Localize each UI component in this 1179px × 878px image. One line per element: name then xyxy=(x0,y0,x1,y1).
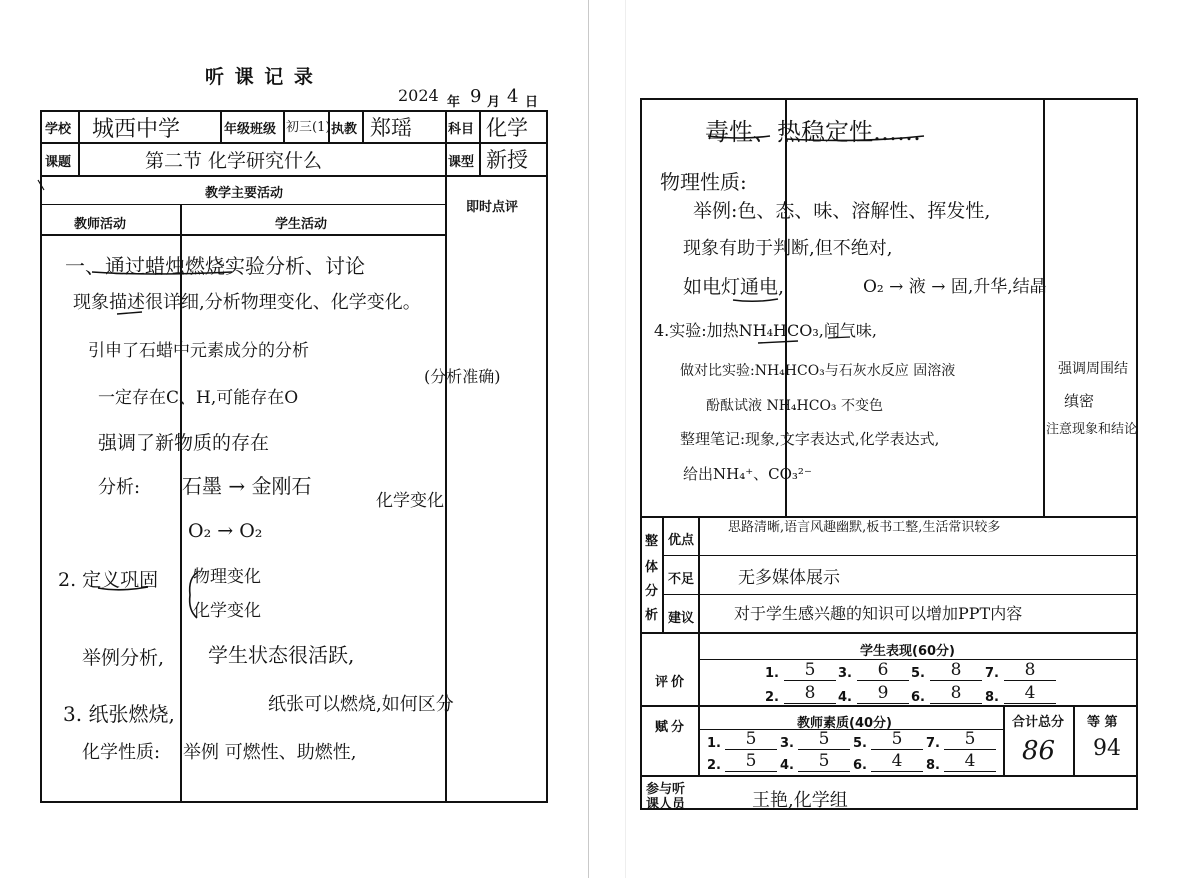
score-value: 4 xyxy=(944,751,996,772)
note-line: O₂ → 液 → 固,升华,结晶 xyxy=(863,277,1047,297)
date-year-unit: 年 xyxy=(447,95,461,110)
date-month: 9 xyxy=(470,86,482,107)
note-line: 化学性质: xyxy=(82,742,161,763)
note-line: 举例 可燃性、助燃性, xyxy=(183,742,357,763)
overall-label: 体 xyxy=(645,560,659,575)
score-value: 5 xyxy=(944,729,996,750)
date-year: 2024 xyxy=(398,86,439,105)
score-index: 5. xyxy=(911,666,925,681)
note-line: 3. 纸张燃烧, xyxy=(63,702,175,726)
comment-text: 化学变化 xyxy=(376,491,444,511)
overall-label: 分 xyxy=(645,584,659,599)
subject-value: 化学 xyxy=(486,116,528,140)
score-index: 3. xyxy=(780,736,794,751)
subject-label: 科目 xyxy=(448,122,475,137)
suggestion-label: 建议 xyxy=(668,611,695,626)
note-line: 物理性质: xyxy=(660,170,747,194)
note-line: 4.实验:加热NH₄HCO₃,闻气味, xyxy=(654,321,877,340)
score-value: 5 xyxy=(725,751,777,772)
note-line: 如电灯通电, xyxy=(683,276,785,298)
total-label: 合计总分 xyxy=(1012,715,1065,730)
score-value: 6 xyxy=(857,660,909,681)
note-line: 一定存在C、H,可能存在O xyxy=(98,388,299,408)
score-value: 8 xyxy=(930,660,982,681)
note-line: 分析: xyxy=(98,477,141,498)
overall-label: 析 xyxy=(645,608,659,623)
score-value: 5 xyxy=(871,729,923,750)
score-index: 1. xyxy=(765,666,779,681)
school-value: 城西中学 xyxy=(92,117,181,142)
comment-text: (分析准确) xyxy=(424,367,501,386)
score-index: 8. xyxy=(985,690,999,705)
date-day: 4 xyxy=(507,86,519,107)
teacher-value: 郑瑶 xyxy=(370,116,412,140)
date-day-unit: 日 xyxy=(525,95,539,110)
note-line: 举例:色、态、味、溶解性、挥发性, xyxy=(693,200,991,222)
score-value: 4 xyxy=(871,751,923,772)
student-activity-label: 学生活动 xyxy=(275,217,328,232)
score-index: 2. xyxy=(707,758,721,773)
grade-value: 初三(1) xyxy=(286,120,331,135)
type-value: 新授 xyxy=(486,148,528,172)
score-index: 4. xyxy=(780,758,794,773)
score-index: 7. xyxy=(985,666,999,681)
score-index: 2. xyxy=(765,690,779,705)
note-line: 纸张可以燃烧,如何区分 xyxy=(268,694,454,715)
score-label: 评 xyxy=(655,675,669,690)
score-value: 5 xyxy=(725,729,777,750)
note-line: 物理变化 xyxy=(193,567,261,587)
note-line: 石墨 → 金刚石 xyxy=(182,474,312,498)
score-value: 5 xyxy=(798,729,850,750)
score-value: 5 xyxy=(784,660,836,681)
note-line: 学生状态很活跃, xyxy=(208,643,355,667)
total-value: 86 xyxy=(1022,736,1056,766)
grade-label: 等 第 xyxy=(1087,715,1118,730)
score-label: 赋 xyxy=(655,720,669,735)
score-index: 5. xyxy=(853,736,867,751)
note-line: 现象描述很详细,分析物理变化、化学变化。 xyxy=(73,292,421,313)
score-label: 分 xyxy=(671,720,685,735)
score-index: 6. xyxy=(853,758,867,773)
grade-label: 年级班级 xyxy=(224,122,277,137)
score-value: 8 xyxy=(1004,660,1056,681)
score-index: 3. xyxy=(838,666,852,681)
grade-value: 94 xyxy=(1093,736,1121,761)
note-line: 引申了石蜡中元素成分的分析 xyxy=(88,341,309,361)
score-value: 9 xyxy=(857,683,909,704)
score-index: 7. xyxy=(926,736,940,751)
score-value: 4 xyxy=(1004,683,1056,704)
teacher-label: 执教 xyxy=(331,122,358,137)
score-value: 5 xyxy=(798,751,850,772)
note-line: 做对比实验:NH₄HCO₃与石灰水反应 固溶液 xyxy=(680,363,956,379)
participants-label: 参与听 xyxy=(646,782,686,797)
note-line: 2. 定义巩固 xyxy=(58,569,159,591)
topic-value: 第二节 化学研究什么 xyxy=(145,150,323,172)
strengths-label: 优点 xyxy=(668,533,695,548)
score-value: 8 xyxy=(784,683,836,704)
weakness-value: 无多媒体展示 xyxy=(738,568,840,588)
weakness-label: 不足 xyxy=(668,572,695,587)
main-activity-label: 教学主要活动 xyxy=(205,186,284,201)
note-line: 一、通过蜡烛燃烧实验分析、讨论 xyxy=(65,254,365,278)
comment-text: 强调周围结 xyxy=(1058,361,1128,377)
type-label: 课型 xyxy=(448,155,475,170)
student-performance-label: 学生表现(60分) xyxy=(860,644,955,659)
strengths-value: 思路清晰,语言风趣幽默,板书工整,生活常识较多 xyxy=(728,520,1001,535)
note-line: 强调了新物质的存在 xyxy=(98,432,270,454)
note-line: 举例分析, xyxy=(82,647,165,669)
comment-text: 缜密 xyxy=(1064,392,1095,410)
comment-label: 即时点评 xyxy=(466,200,519,215)
note-line: 化学变化 xyxy=(193,601,261,621)
date-month-unit: 月 xyxy=(487,95,501,110)
suggestion-value: 对于学生感兴趣的知识可以增加PPT内容 xyxy=(734,604,1023,623)
score-value: 8 xyxy=(930,683,982,704)
score-index: 1. xyxy=(707,736,721,751)
score-label: 价 xyxy=(671,675,685,690)
score-index: 8. xyxy=(926,758,940,773)
note-line: 酚酞试液 NH₄HCO₃ 不变色 xyxy=(706,398,883,414)
form-title: 听 课 记 录 xyxy=(205,66,315,88)
note-line: 给出NH₄⁺、CO₃²⁻ xyxy=(683,465,812,483)
teacher-activity-label: 教师活动 xyxy=(74,217,127,232)
score-index: 4. xyxy=(838,690,852,705)
teacher-quality-label: 教师素质(40分) xyxy=(797,716,892,731)
comment-text: 注意现象和结论 xyxy=(1046,422,1138,437)
note-line: 整理笔记:现象,文字表达式,化学表达式, xyxy=(680,430,940,448)
overall-label: 整 xyxy=(645,534,659,549)
participants-label: 课人员 xyxy=(646,797,686,812)
note-line: O₂ → O₂ xyxy=(188,520,263,542)
topic-label: 课题 xyxy=(45,155,72,170)
score-index: 6. xyxy=(911,690,925,705)
school-label: 学校 xyxy=(45,122,72,137)
note-line: 毒性、热稳定性…… xyxy=(705,118,921,146)
note-line: 现象有助于判断,但不绝对, xyxy=(683,238,893,259)
participants-value: 王艳,化学组 xyxy=(752,790,848,811)
